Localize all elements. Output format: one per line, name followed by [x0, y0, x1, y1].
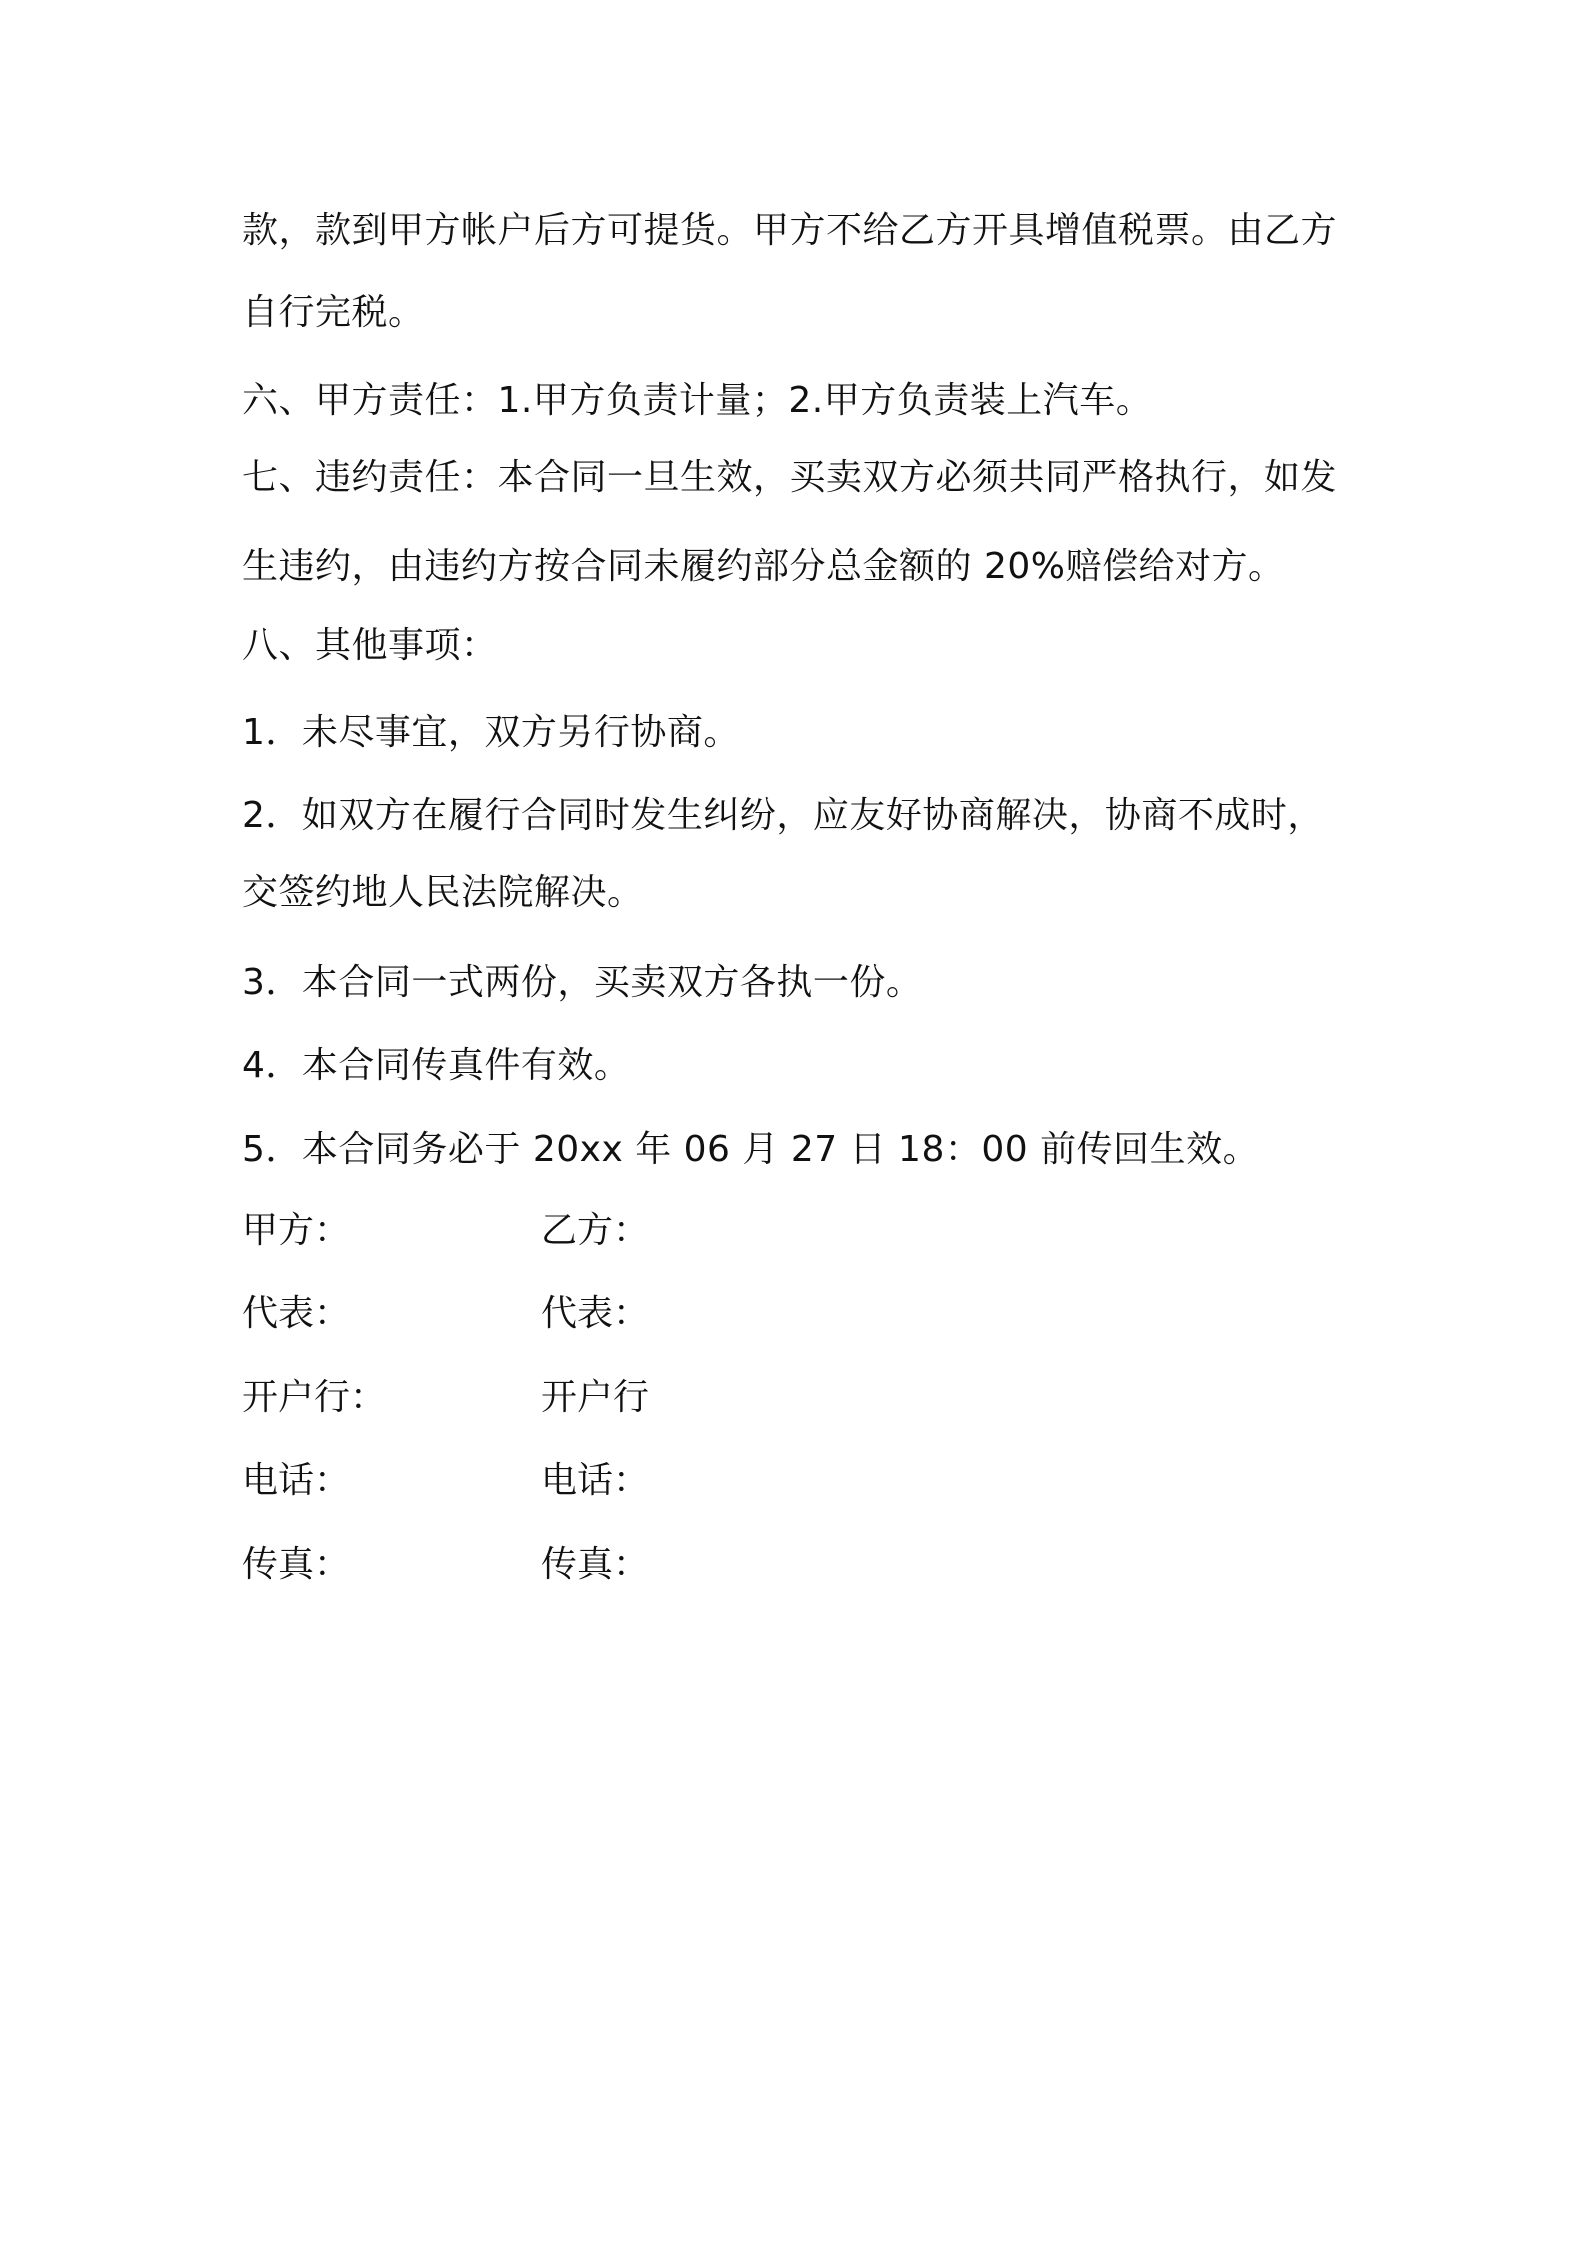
section-7-breach-line-2: 生违约，由违约方按合同未履约部分总金额的 20%赔偿给对方。 [242, 546, 1285, 587]
section-8-item-4: 4．本合同传真件有效。 [242, 1045, 631, 1086]
section-8-item-2-line-2: 交签约地人民法院解决。 [242, 872, 644, 913]
section-7-breach-line-1: 七、违约责任：本合同一旦生效，买卖双方必须共同严格执行，如发 [242, 457, 1338, 498]
party-a-representative-label: 代表： [242, 1293, 351, 1334]
party-b-bank-label: 开户行 [541, 1377, 650, 1418]
party-a-bank-label: 开户行： [242, 1377, 387, 1418]
payment-terms-line-1: 款，款到甲方帐户后方可提货。甲方不给乙方开具增值税票。由乙方 [242, 210, 1338, 251]
party-b-phone-label: 电话： [541, 1460, 650, 1501]
party-b-name-label: 乙方： [541, 1210, 650, 1251]
section-8-item-2-line-1: 2．如双方在履行合同时发生纠纷，应友好协商解决，协商不成时， [242, 795, 1324, 836]
party-b-representative-label: 代表： [541, 1293, 650, 1334]
party-a-name-label: 甲方： [242, 1210, 351, 1251]
party-b-fax-label: 传真： [541, 1544, 650, 1585]
section-8-item-1: 1．未尽事宜，双方另行协商。 [242, 712, 740, 753]
party-a-phone-label: 电话： [242, 1460, 351, 1501]
section-8-item-5: 5．本合同务必于 20xx 年 06 月 27 日 18：00 前传回生效。 [242, 1129, 1260, 1170]
section-8-title: 八、其他事项： [242, 625, 498, 666]
section-8-item-3: 3．本合同一式两份，买卖双方各执一份。 [242, 962, 923, 1003]
party-a-fax-label: 传真： [242, 1544, 351, 1585]
section-6-party-a-duties: 六、甲方责任：1.甲方负责计量；2.甲方负责装上汽车。 [242, 380, 1153, 421]
payment-terms-line-2: 自行完税。 [242, 292, 425, 333]
